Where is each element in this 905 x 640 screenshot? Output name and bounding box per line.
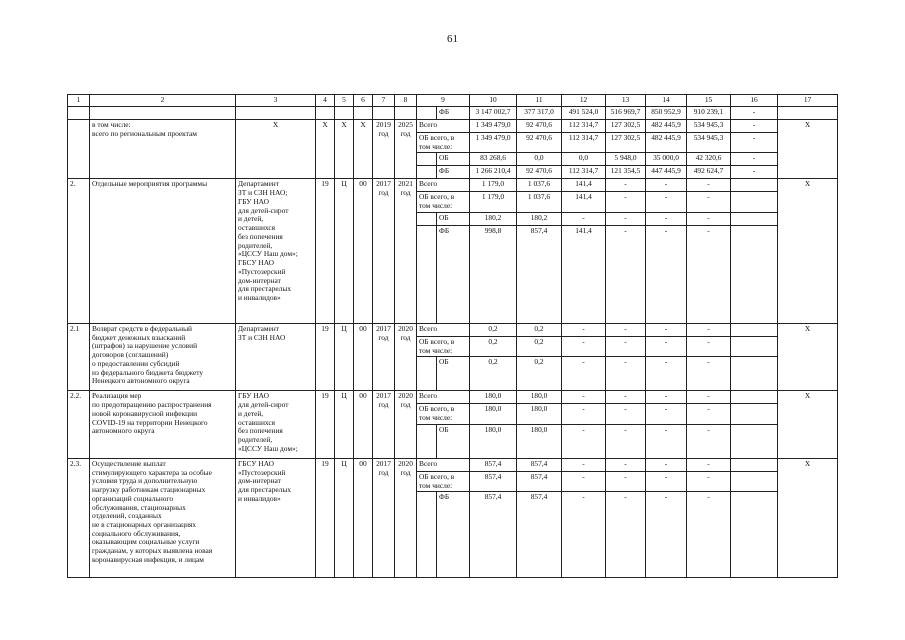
- source-label: ФБ: [437, 492, 470, 578]
- cell: 19: [316, 391, 335, 458]
- value-cell: 92 470,6: [517, 120, 562, 133]
- cell: Х: [778, 120, 838, 179]
- cell: Х: [778, 323, 838, 390]
- value-cell: 180,0: [470, 424, 517, 458]
- start-year: 2017 год: [373, 391, 395, 458]
- value-cell: -: [687, 225, 731, 323]
- cell: Х: [354, 120, 373, 179]
- value-cell: -: [606, 212, 646, 225]
- table-row: [68, 120, 838, 133]
- value-cell: 534 945,3: [687, 120, 731, 133]
- value-cell: -: [687, 471, 731, 491]
- value-cell: 1 349 479,0: [470, 133, 517, 153]
- value-cell: -: [606, 471, 646, 491]
- value-cell: 1 349 479,0: [470, 120, 517, 133]
- item-name: Отдельные мероприятия программы: [90, 179, 236, 323]
- value-cell: -: [687, 179, 731, 192]
- value-cell: 516 969,7: [606, 107, 646, 120]
- value-cell: 857,4: [470, 492, 517, 578]
- executor: Департамент ЗТ и СЗН НАО; ГБУ НАО для детей-сирот и детей, оставшихся без попечения родителей, «ЦССУ Наш дом»; ГБСУ НАО «Пустозерский дом-интернат для престарелых и инвалидов»: [236, 179, 316, 323]
- value-cell: -: [646, 357, 687, 391]
- source-label: ОБ всего, в том числе:: [417, 404, 470, 424]
- value-cell: -: [606, 179, 646, 192]
- source-label: ФБ: [437, 225, 470, 323]
- value-cell: 0,0: [562, 153, 606, 166]
- header-cell: 2: [90, 95, 236, 107]
- value-cell: -: [606, 404, 646, 424]
- value-cell: -: [562, 458, 606, 471]
- value-cell: -: [606, 424, 646, 458]
- value-cell: 0,2: [470, 357, 517, 391]
- value-cell: -: [606, 225, 646, 323]
- executor: ГБСУ НАО «Пустозерский дом-интернат для престарелых и инвалидов»: [236, 458, 316, 577]
- value-cell: 1 266 210,4: [470, 166, 517, 179]
- header-cell: 16: [731, 95, 778, 107]
- header-cell: 12: [562, 95, 606, 107]
- end-year: 2025 год: [395, 120, 417, 179]
- cell: Х: [316, 120, 335, 179]
- value-cell: 112 314,7: [562, 133, 606, 153]
- value-cell: 857,4: [517, 458, 562, 471]
- source-label: ФБ: [437, 107, 470, 120]
- value-cell: -: [731, 120, 778, 133]
- value-cell: 492 624,7: [687, 166, 731, 179]
- executor: ГБУ НАО для детей-сирот и детей, оставшихся без попечения родителей, «ЦССУ Наш дом»;: [236, 391, 316, 458]
- header-cell: 5: [335, 95, 354, 107]
- value-cell: 1 179,0: [470, 192, 517, 212]
- value-cell: -: [562, 391, 606, 404]
- cell: Ц: [335, 323, 354, 390]
- source-label: ОБ всего, в том числе:: [417, 471, 470, 491]
- header-cell: 9: [417, 95, 470, 107]
- source-label: ОБ: [437, 357, 470, 391]
- item-name: Реализация мер по предотвращению распространения новой коронавирусной инфекции COVID-19 на территории Ненецкого автономного округа: [90, 391, 236, 458]
- value-cell: 180,2: [517, 212, 562, 225]
- source-label: Всего: [417, 391, 470, 404]
- value-cell: -: [687, 404, 731, 424]
- cell: Х: [778, 391, 838, 458]
- value-cell: -: [731, 166, 778, 179]
- value-cell: 121 354,5: [606, 166, 646, 179]
- cell: 00: [354, 391, 373, 458]
- value-cell: 491 524,0: [562, 107, 606, 120]
- cell: Ц: [335, 179, 354, 323]
- source-label: ОБ всего, в том числе:: [417, 192, 470, 212]
- value-cell: -: [562, 492, 606, 578]
- source-label: Всего: [417, 458, 470, 471]
- header-cell: 4: [316, 95, 335, 107]
- value-cell: -: [646, 492, 687, 578]
- value-cell: 0,2: [517, 357, 562, 391]
- value-cell: -: [606, 323, 646, 336]
- source-label: Всего: [417, 323, 470, 336]
- value-cell: -: [646, 225, 687, 323]
- value-cell: 857,4: [470, 458, 517, 471]
- value-cell: 180,0: [470, 391, 517, 404]
- header-cell: 10: [470, 95, 517, 107]
- value-cell: 35 000,0: [646, 153, 687, 166]
- item-number: 2.2.: [68, 391, 90, 458]
- table-row: [68, 107, 838, 120]
- value-cell: 3 147 002,7: [470, 107, 517, 120]
- value-cell: -: [562, 404, 606, 424]
- cell: 00: [354, 179, 373, 323]
- header-cell: 6: [354, 95, 373, 107]
- value-cell: 857,4: [470, 471, 517, 491]
- value-cell: 127 302,5: [606, 133, 646, 153]
- value-cell: 857,4: [517, 492, 562, 578]
- value-cell: -: [687, 391, 731, 404]
- value-cell: 447 445,9: [646, 166, 687, 179]
- value-cell: -: [687, 323, 731, 336]
- start-year: 2017 год: [373, 458, 395, 577]
- value-cell: 83 268,6: [470, 153, 517, 166]
- value-cell: -: [562, 357, 606, 391]
- value-cell: 534 945,3: [687, 133, 731, 153]
- value-cell: -: [646, 424, 687, 458]
- cell: 19: [316, 323, 335, 390]
- value-cell: -: [606, 336, 646, 356]
- value-cell: 0,2: [517, 323, 562, 336]
- page-number: 61: [447, 33, 458, 45]
- value-cell: 141,4: [562, 225, 606, 323]
- value-cell: -: [731, 107, 778, 120]
- cell: Х: [778, 458, 838, 577]
- value-cell: 998,8: [470, 225, 517, 323]
- item-name: в том числе: всего по региональным проектам: [90, 120, 236, 179]
- value-cell: 857,4: [517, 225, 562, 323]
- value-cell: 0,2: [470, 323, 517, 336]
- item-number: 2.: [68, 179, 90, 323]
- source-label: ОБ: [437, 424, 470, 458]
- header-cell: 1: [68, 95, 90, 107]
- table-row: [68, 179, 838, 192]
- cell: 19: [316, 458, 335, 577]
- value-cell: 112 314,7: [562, 166, 606, 179]
- value-cell: -: [687, 458, 731, 471]
- source-label: ОБ всего, в том числе:: [417, 133, 470, 153]
- value-cell: -: [562, 471, 606, 491]
- start-year: 2019 год: [373, 120, 395, 179]
- header-cell: 15: [687, 95, 731, 107]
- value-cell: -: [606, 458, 646, 471]
- cell: Ц: [335, 458, 354, 577]
- value-cell: -: [687, 357, 731, 391]
- value-cell: 180,0: [517, 404, 562, 424]
- value-cell: -: [646, 179, 687, 192]
- item-name: Возврат средств в федеральный бюджет денежных взысканий (штрафов) за нарушение условий договоров (соглашений) о предоставлении субсидий из федерального бюджета бюджету Ненецкого автономного округа: [90, 323, 236, 390]
- value-cell: 482 445,9: [646, 133, 687, 153]
- cell: Х: [778, 179, 838, 323]
- table-row: [68, 458, 838, 471]
- end-year: 2020 год: [395, 323, 417, 390]
- value-cell: 5 948,0: [606, 153, 646, 166]
- value-cell: 0,2: [470, 336, 517, 356]
- value-cell: 850 952,9: [646, 107, 687, 120]
- header-cell: 13: [606, 95, 646, 107]
- value-cell: -: [646, 212, 687, 225]
- cell: Ц: [335, 391, 354, 458]
- value-cell: -: [687, 192, 731, 212]
- executor: Департамент ЗТ и СЗН НАО: [236, 323, 316, 390]
- cell: 19: [316, 179, 335, 323]
- source-label: ОБ: [437, 153, 470, 166]
- table-row: [68, 323, 838, 336]
- value-cell: 141,4: [562, 192, 606, 212]
- table-row: [68, 391, 838, 404]
- header-cell: 11: [517, 95, 562, 107]
- header-row: [68, 95, 838, 107]
- value-cell: -: [562, 424, 606, 458]
- source-label: Всего: [417, 120, 470, 133]
- value-cell: -: [646, 323, 687, 336]
- value-cell: 180,0: [517, 424, 562, 458]
- value-cell: 0,2: [517, 336, 562, 356]
- value-cell: 127 302,5: [606, 120, 646, 133]
- end-year: 2020 год: [395, 391, 417, 458]
- item-number: 2.1: [68, 323, 90, 390]
- item-number: 2.3.: [68, 458, 90, 577]
- value-cell: 141,4: [562, 179, 606, 192]
- value-cell: -: [646, 471, 687, 491]
- header-cell: 7: [373, 95, 395, 107]
- start-year: 2017 год: [373, 179, 395, 323]
- value-cell: -: [646, 458, 687, 471]
- end-year: 2020 год: [395, 458, 417, 577]
- value-cell: 92 470,6: [517, 166, 562, 179]
- value-cell: -: [687, 212, 731, 225]
- cell: 00: [354, 458, 373, 577]
- value-cell: -: [646, 336, 687, 356]
- item-name: Осуществление выплат стимулирующего характера за особые условия труда и дополнительную нагрузку работникам стационарных организаций социального обслуживания, стационарных отделений, созданных не в стационарных организациях социального обслуживания, оказывающим социальные услуги гражданам, у которых выявлена новая коронавирусная инфекция, и лицам: [90, 458, 236, 577]
- value-cell: 0,0: [517, 153, 562, 166]
- header-cell: 3: [236, 95, 316, 107]
- value-cell: -: [687, 336, 731, 356]
- value-cell: 180,0: [517, 391, 562, 404]
- header-cell: 14: [646, 95, 687, 107]
- value-cell: -: [646, 404, 687, 424]
- value-cell: -: [731, 133, 778, 153]
- value-cell: -: [687, 424, 731, 458]
- value-cell: -: [646, 391, 687, 404]
- value-cell: -: [606, 357, 646, 391]
- value-cell: -: [562, 323, 606, 336]
- value-cell: -: [562, 212, 606, 225]
- source-label: ФБ: [437, 166, 470, 179]
- value-cell: 1 179,0: [470, 179, 517, 192]
- value-cell: 377 317,0: [517, 107, 562, 120]
- value-cell: 112 314,7: [562, 120, 606, 133]
- end-year: 2021 год: [395, 179, 417, 323]
- value-cell: -: [606, 391, 646, 404]
- value-cell: 857,4: [517, 471, 562, 491]
- value-cell: -: [731, 153, 778, 166]
- value-cell: 1 037,6: [517, 192, 562, 212]
- source-label: Всего: [417, 179, 470, 192]
- source-label: ОБ всего, в том числе:: [417, 336, 470, 356]
- value-cell: 92 470,6: [517, 133, 562, 153]
- program-table: [67, 94, 838, 578]
- value-cell: 1 037,6: [517, 179, 562, 192]
- start-year: 2017 год: [373, 323, 395, 390]
- value-cell: -: [606, 492, 646, 578]
- value-cell: 482 445,9: [646, 120, 687, 133]
- value-cell: -: [646, 192, 687, 212]
- value-cell: 180,0: [470, 404, 517, 424]
- source-label: ОБ: [437, 212, 470, 225]
- value-cell: -: [606, 192, 646, 212]
- header-cell: 17: [778, 95, 838, 107]
- cell: Х: [236, 120, 316, 179]
- header-cell: 8: [395, 95, 417, 107]
- value-cell: -: [562, 336, 606, 356]
- cell: Х: [335, 120, 354, 179]
- value-cell: 180,2: [470, 212, 517, 225]
- value-cell: -: [687, 492, 731, 578]
- value-cell: 910 239,1: [687, 107, 731, 120]
- cell: 00: [354, 323, 373, 390]
- value-cell: 42 320,6: [687, 153, 731, 166]
